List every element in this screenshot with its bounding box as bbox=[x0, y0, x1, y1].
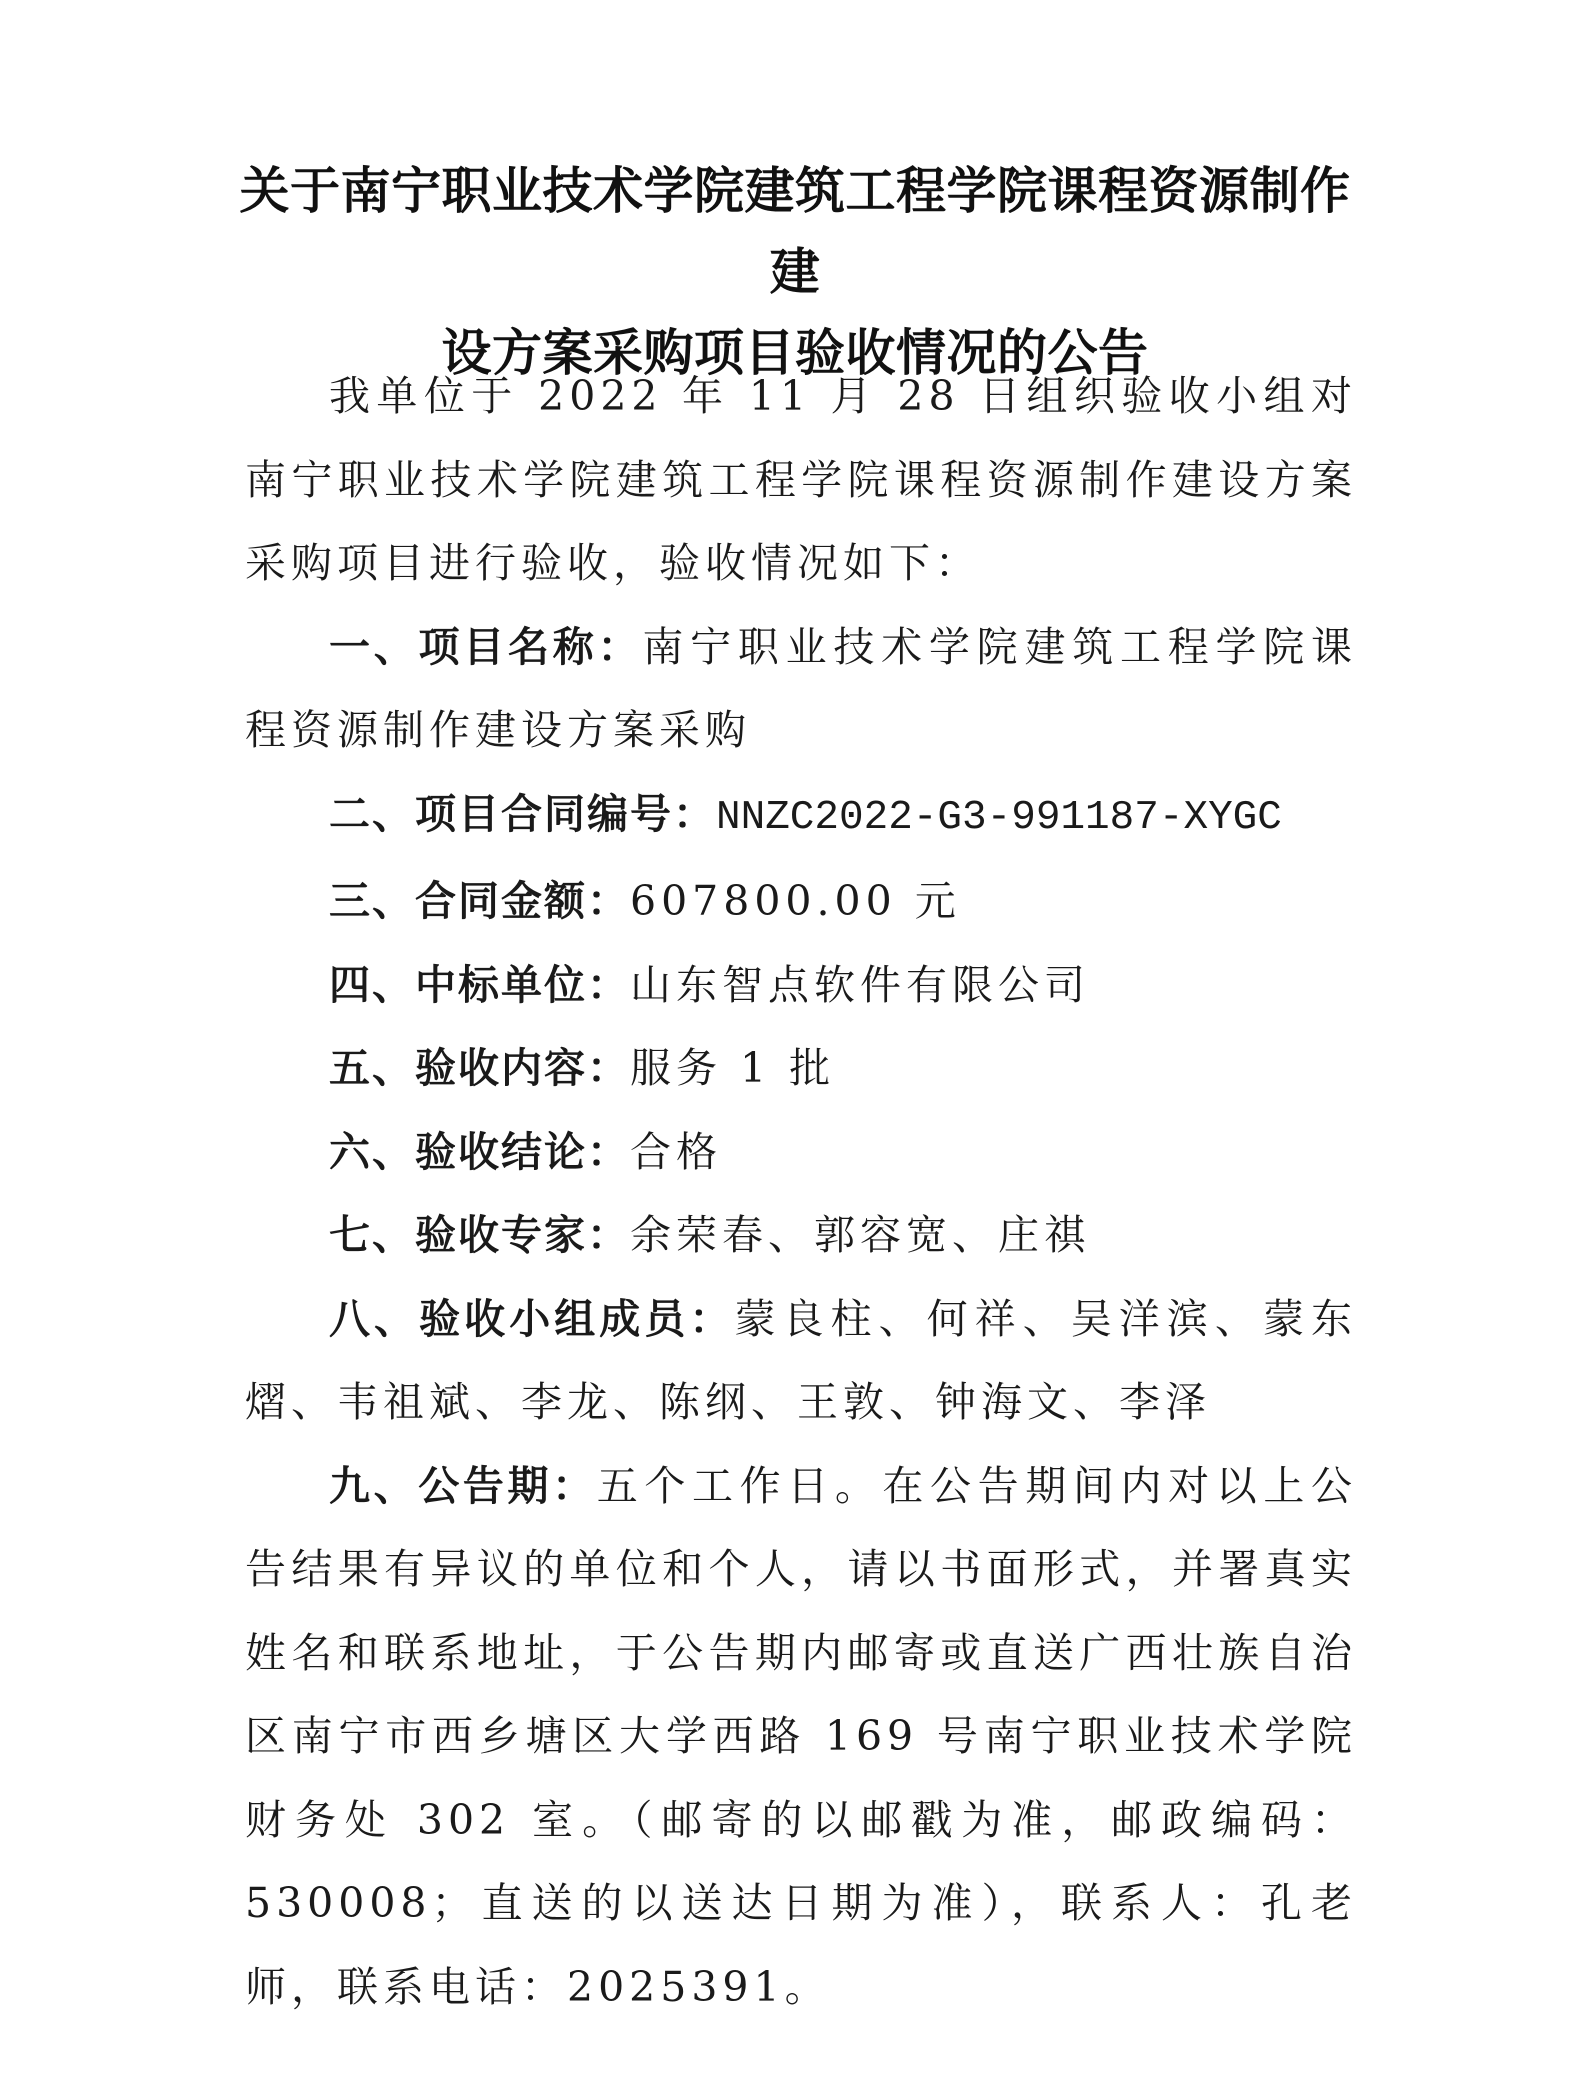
document-body bbox=[245, 355, 1357, 2029]
item-label: 六、验收结论： bbox=[329, 1127, 630, 1176]
item-project-name bbox=[245, 606, 1357, 773]
item-acceptance-experts bbox=[245, 1194, 1357, 1278]
item-label: 九、公告期： bbox=[329, 1461, 597, 1510]
item-label: 八、验收小组成员： bbox=[329, 1294, 735, 1343]
title-line-1: 关于南宁职业技术学院建筑工程学院课程资源制作建 bbox=[239, 161, 1351, 301]
item-value: 蒙良柱、何祥、吴洋滨、蒙东熠、韦祖斌、李龙、陈纲、王敦、钟海文、李泽 bbox=[245, 1294, 1358, 1426]
item-acceptance-team bbox=[245, 1278, 1357, 1445]
title-line-2: 设方案采购项目验收情况的公告 bbox=[441, 323, 1149, 382]
item-label: 三、合同金额： bbox=[329, 877, 630, 925]
item-value: 服务 1 批 bbox=[630, 1044, 836, 1092]
item-value: 合格 bbox=[630, 1127, 722, 1176]
item-contract-number bbox=[245, 773, 1357, 861]
item-label: 四、中标单位： bbox=[329, 960, 630, 1009]
item-value: 607800.00 元 bbox=[630, 877, 961, 925]
item-notice-period bbox=[245, 1445, 1357, 2030]
item-label: 七、验收专家： bbox=[329, 1211, 630, 1259]
item-contract-amount bbox=[245, 860, 1357, 944]
item-label: 二、项目合同编号： bbox=[329, 789, 716, 838]
item-acceptance-content bbox=[245, 1027, 1357, 1111]
item-winning-bidder bbox=[245, 944, 1357, 1028]
item-value: 南宁职业技术学院建筑工程学院课程资源制作建设方案采购 bbox=[245, 622, 1358, 754]
item-value: 五个工作日。在公告期间内对以上公告结果有异议的单位和个人，请以书面形式，并署真实姓名和联系地址，于公告期内邮寄或直送广西壮族自治区南宁市西乡塘区大学西路 169 号南宁职业技术学院财务处 302 室。（邮寄的以邮戳为准，邮政编码：530008；直送的以送达日期为准），联系人：孔老师，联系电话：2025391。 bbox=[245, 1461, 1358, 2011]
item-label: 一、项目名称： bbox=[329, 622, 643, 671]
intro-paragraph: 我单位于 2022 年 11 月 28 日组织验收小组对南宁职业技术学院建筑工程学院课程资源制作建设方案采购项目进行验收，验收情况如下： bbox=[245, 372, 1357, 587]
item-label: 五、验收内容： bbox=[329, 1044, 630, 1092]
item-value: 山东智点软件有限公司 bbox=[630, 960, 1090, 1009]
item-acceptance-conclusion bbox=[245, 1111, 1357, 1195]
item-value: 余荣春、郭容宽、庄祺 bbox=[630, 1211, 1090, 1259]
item-value: NNZC2022-G3-991187-XYGC bbox=[716, 794, 1282, 841]
